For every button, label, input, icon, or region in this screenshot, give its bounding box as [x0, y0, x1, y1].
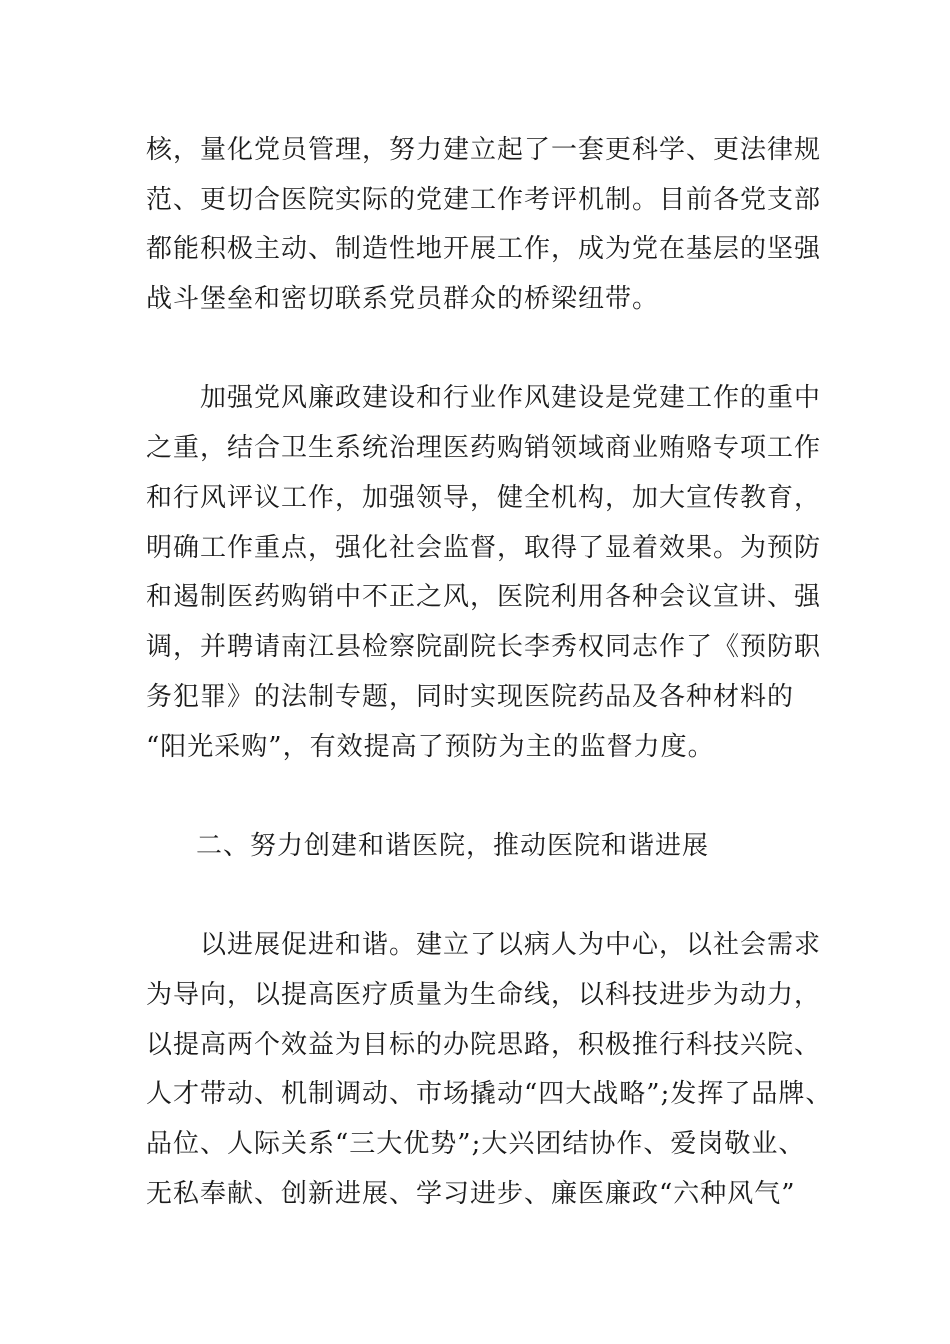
paragraph-3-line-1: 以进展促进和谐。建立了以病人为中心，以社会需求 [200, 930, 822, 960]
paragraph-1-line-4: 战斗堡垒和密切联系党员群众的桥梁纽带。 [146, 284, 660, 314]
paragraph-2-line-8: “阳光采购”，有效提高了预防为主的监督力度。 [146, 732, 715, 762]
paragraph-1-line-3: 都能积极主动、制造性地开展工作，成为党在基层的坚强 [146, 234, 822, 264]
paragraph-3-line-5: 品位、人际关系“三大优势”;大兴团结协作、爱岗敬业、 [146, 1129, 806, 1159]
paragraph-2-line-6: 调，并聘请南江县检察院副院长李秀权同志作了《预防职 [146, 632, 822, 662]
section-heading: 二、努力创建和谐医院，推动医院和谐进展 [196, 831, 710, 861]
paragraph-2-line-2: 之重，结合卫生系统治理医药购销领域商业贿赂专项工作 [146, 433, 822, 463]
paragraph-3-line-6: 无私奉献、创新进展、学习进步、廉医廉政“六种风气” [146, 1179, 796, 1209]
paragraph-2-line-1: 加强党风廉政建设和行业作风建设是党建工作的重中 [200, 383, 822, 413]
paragraph-3-line-4: 人才带动、机制调动、市场撬动“四大战略”;发挥了品牌、 [146, 1079, 833, 1109]
paragraph-2-line-3: 和行风评议工作，加强领导，健全机构，加大宣传教育， [146, 483, 822, 513]
paragraph-3-line-3: 以提高两个效益为目标的办院思路，积极推行科技兴院、 [146, 1030, 822, 1060]
paragraph-2-line-7: 务犯罪》的法制专题，同时实现医院药品及各种材料的 [146, 682, 795, 712]
paragraph-3-line-2: 为导向，以提高医疗质量为生命线，以科技进步为动力， [146, 980, 822, 1010]
paragraph-2-line-5: 和遏制医药购销中不正之风，医院利用各种会议宣讲、强 [146, 582, 822, 612]
paragraph-1-line-2: 范、更切合医院实际的党建工作考评机制。目前各党支部 [146, 185, 822, 215]
paragraph-2-line-4: 明确工作重点，强化社会监督，取得了显着效果。为预防 [146, 533, 822, 563]
paragraph-1-line-1: 核，量化党员管理，努力建立起了一套更科学、更法律规 [146, 135, 822, 165]
